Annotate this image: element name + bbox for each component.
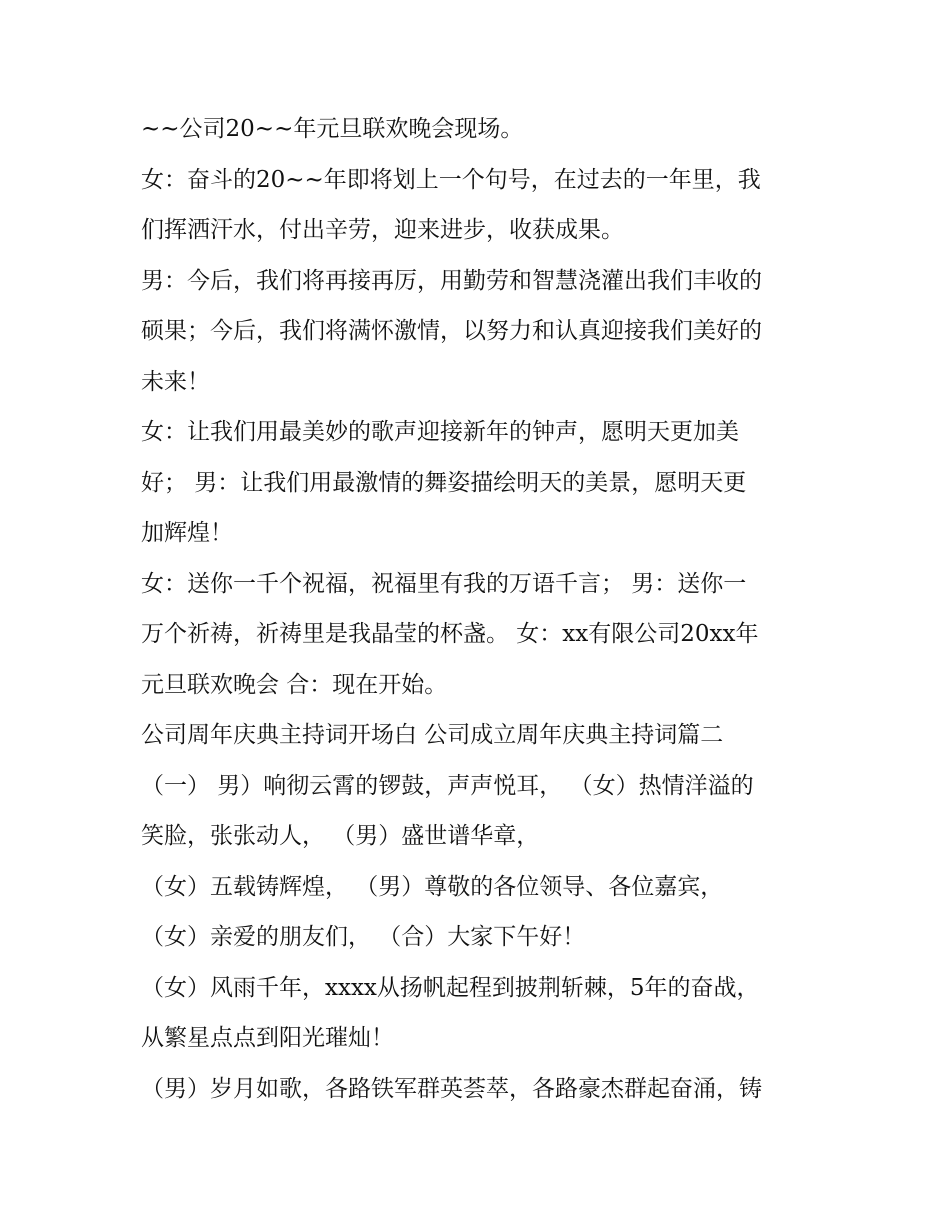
text-line: ~~公司20~~年元旦联欢晚会现场。 (141, 116, 524, 142)
text-line: 们挥洒汗水，付出辛劳，迎来进步，收获成果。 (141, 217, 624, 243)
text-line: 女：让我们用最美妙的歌声迎接新年的钟声，愿明天更加美 (141, 419, 739, 445)
text-line: （女）亲爱的朋友们， （合）大家下午好！ (141, 924, 586, 950)
text-line: 公司周年庆典主持词开场白 公司成立周年庆典主持词篇二 (141, 722, 724, 748)
text-line: 加辉煌！ (141, 520, 233, 546)
text-line: 女：奋斗的20~~年即将划上一个句号，在过去的一年里，我 (141, 166, 761, 193)
text-line: 万个祈祷，祈祷里是我晶莹的杯盏。 女：xx有限公司20xx年 (141, 621, 759, 647)
text-line: 未来！ (141, 368, 210, 395)
text-line: 笑脸，张张动人， （男）盛世谱华章， (141, 823, 540, 849)
text-line: 元旦联欢晚会 合：现在开始。 (141, 671, 448, 698)
document-body (141, 104, 831, 1114)
text-line: 从繁星点点到阳光璀灿！ (141, 1025, 394, 1051)
text-line: 硕果；今后，我们将满怀激情，以努力和认真迎接我们美好的 (141, 318, 762, 344)
text-line: 女：送你一千个祝福，祝福里有我的万语千言； 男：送你一 (141, 570, 747, 597)
text-line: （男）岁月如歌，各路铁军群英荟萃，各路豪杰群起奋涌，铸 (141, 1075, 762, 1102)
text-line: （女）风雨千年，xxxx从扬帆起程到披荆斩棘，5年的奋战， (141, 974, 760, 1001)
text-line: 好； 男：让我们用最激情的舞姿描绘明天的美景，愿明天更 (141, 469, 747, 496)
text-line: （一） 男）响彻云霄的锣鼓，声声悦耳， （女）热情洋溢的 (141, 772, 754, 799)
text-line: （女）五载铸辉煌， （男）尊敬的各位领导、各位嘉宾， (141, 873, 724, 900)
text-line: 男：今后，我们将再接再厉，用勤劳和智慧浇灌出我们丰收的 (141, 267, 762, 294)
